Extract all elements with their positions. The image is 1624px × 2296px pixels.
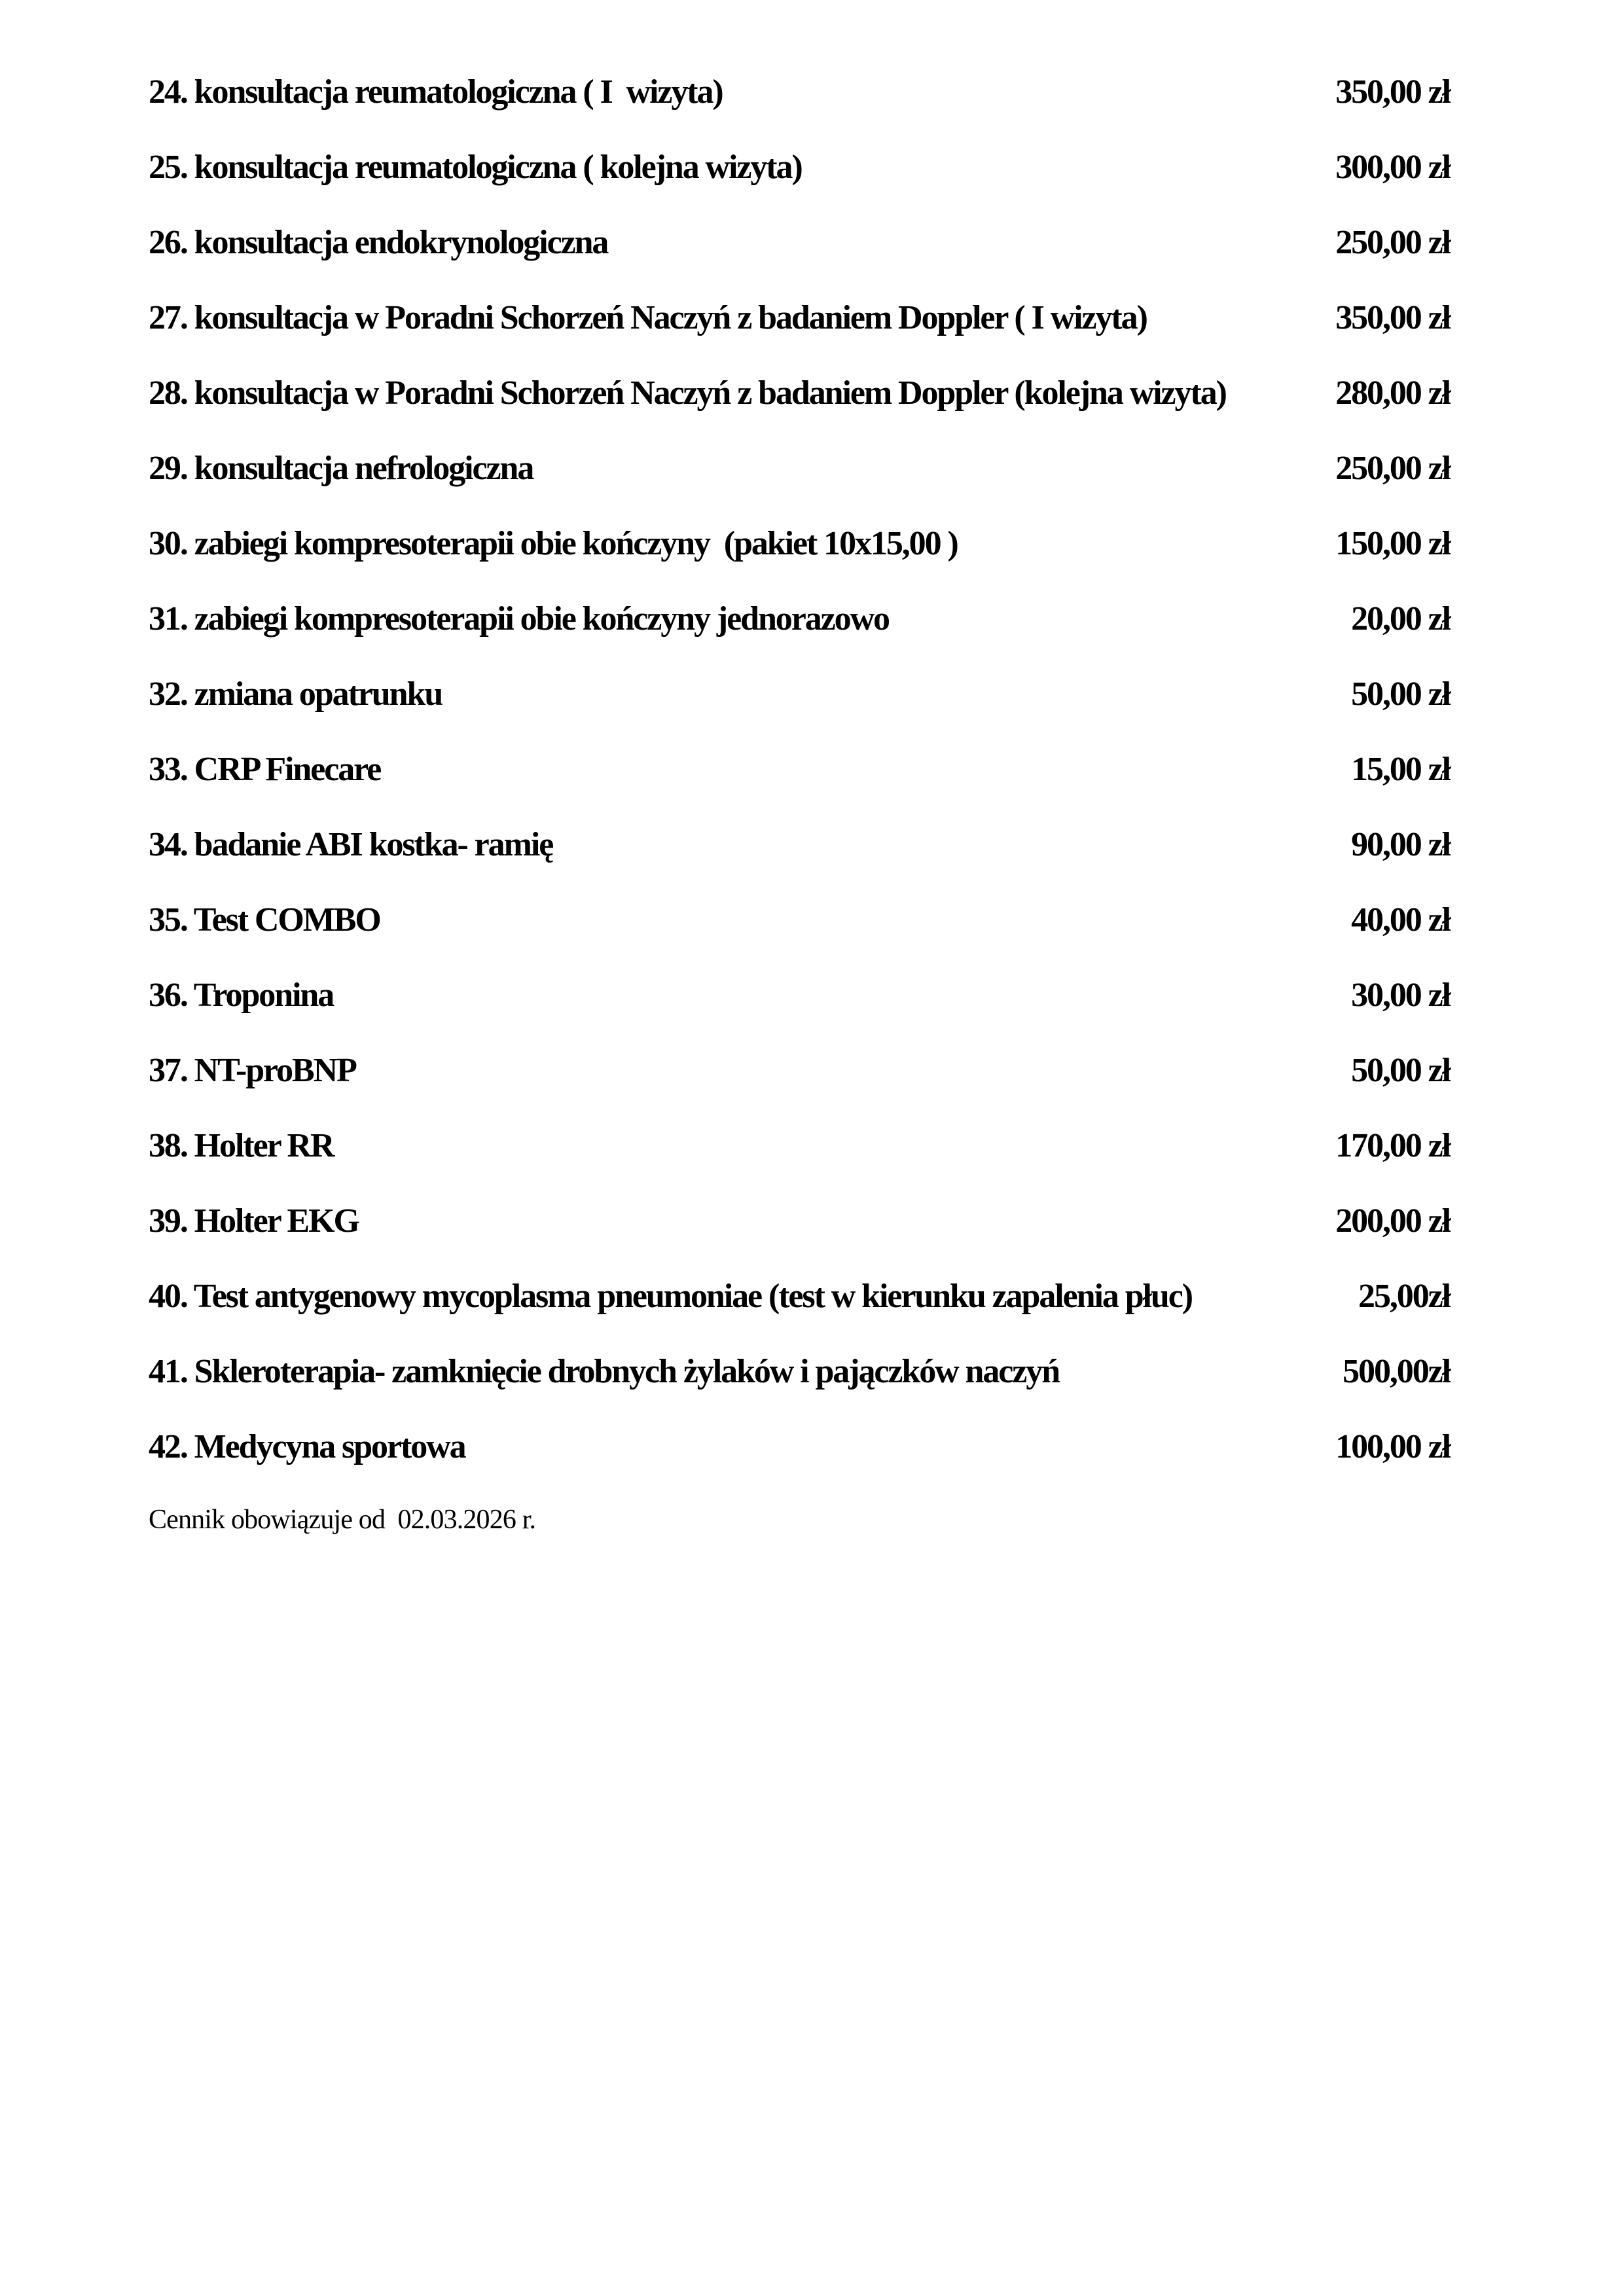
item-price: 250,00 zł [1335, 450, 1450, 487]
item-label: 24. konsultacja reumatologiczna ( I wizyta) [149, 73, 723, 111]
item-label: 27. konsultacja w Poradni Schorzeń Naczyń z badaniem Doppler ( I wizyta) [149, 299, 1147, 336]
list-item [149, 1278, 1450, 1353]
item-price: 100,00 zł [1335, 1428, 1450, 1465]
item-price: 200,00 zł [1335, 1202, 1450, 1240]
item-price: 150,00 zł [1335, 525, 1450, 562]
item-price: 20,00 zł [1351, 600, 1450, 637]
list-item [149, 675, 1450, 751]
item-price: 350,00 zł [1335, 299, 1450, 336]
item-label: 32. zmiana opatrunku [149, 675, 442, 713]
item-label: 40. Test antygenowy mycoplasma pneumoniae (test w kierunku zapalenia płuc) [149, 1278, 1192, 1315]
item-price: 15,00 zł [1351, 751, 1450, 788]
list-item [149, 1202, 1450, 1278]
item-price: 50,00 zł [1351, 675, 1450, 713]
list-item [149, 826, 1450, 901]
item-price: 40,00 zł [1351, 901, 1450, 939]
list-item [149, 73, 1450, 149]
footer-note: Cennik obowiązuje od 02.03.2026 r. [149, 1505, 536, 1535]
item-label: 37. NT-proBNP [149, 1052, 356, 1089]
list-item [149, 149, 1450, 224]
item-label: 29. konsultacja nefrologiczna [149, 450, 533, 487]
item-label: 33. CRP Finecare [149, 751, 381, 788]
item-label: 30. zabiegi kompresoterapii obie kończyny (pakiet 10x15,00 ) [149, 525, 958, 562]
item-label: 41. Skleroterapia- zamknięcie drobnych żylaków i pajączków naczyń [149, 1353, 1060, 1390]
list-item [149, 1353, 1450, 1428]
item-price: 250,00 zł [1335, 224, 1450, 261]
list-item [149, 901, 1450, 977]
item-label: 25. konsultacja reumatologiczna ( kolejna wizyta) [149, 149, 802, 186]
item-price: 170,00 zł [1335, 1127, 1450, 1164]
list-item [149, 525, 1450, 600]
item-price: 30,00 zł [1351, 977, 1450, 1014]
list-item [149, 977, 1450, 1052]
list-item [149, 1127, 1450, 1202]
item-label: 42. Medycyna sportowa [149, 1428, 465, 1465]
list-item [149, 1052, 1450, 1127]
item-price: 500,00zł [1343, 1353, 1450, 1390]
list-item [149, 299, 1450, 374]
list-item [149, 600, 1450, 675]
item-label: 36. Troponina [149, 977, 334, 1014]
item-label: 26. konsultacja endokrynologiczna [149, 224, 608, 261]
item-price: 300,00 zł [1335, 149, 1450, 186]
item-label: 34. badanie ABI kostka- ramię [149, 826, 553, 863]
item-label: 35. Test COMBO [149, 901, 380, 939]
item-price: 90,00 zł [1351, 826, 1450, 863]
item-price: 280,00 zł [1335, 374, 1450, 412]
list-item [149, 374, 1450, 450]
item-label: 31. zabiegi kompresoterapii obie kończyny jednorazowo [149, 600, 889, 637]
item-price: 350,00 zł [1335, 73, 1450, 111]
item-label: 28. konsultacja w Poradni Schorzeń Naczyń z badaniem Doppler (kolejna wizyta) [149, 374, 1226, 412]
item-label: 38. Holter RR [149, 1127, 334, 1164]
list-item [149, 450, 1450, 525]
list-item [149, 751, 1450, 826]
item-price: 25,00zł [1358, 1278, 1450, 1315]
item-price: 50,00 zł [1351, 1052, 1450, 1089]
item-label: 39. Holter EKG [149, 1202, 359, 1240]
list-item [149, 1428, 1450, 1503]
list-item [149, 224, 1450, 299]
